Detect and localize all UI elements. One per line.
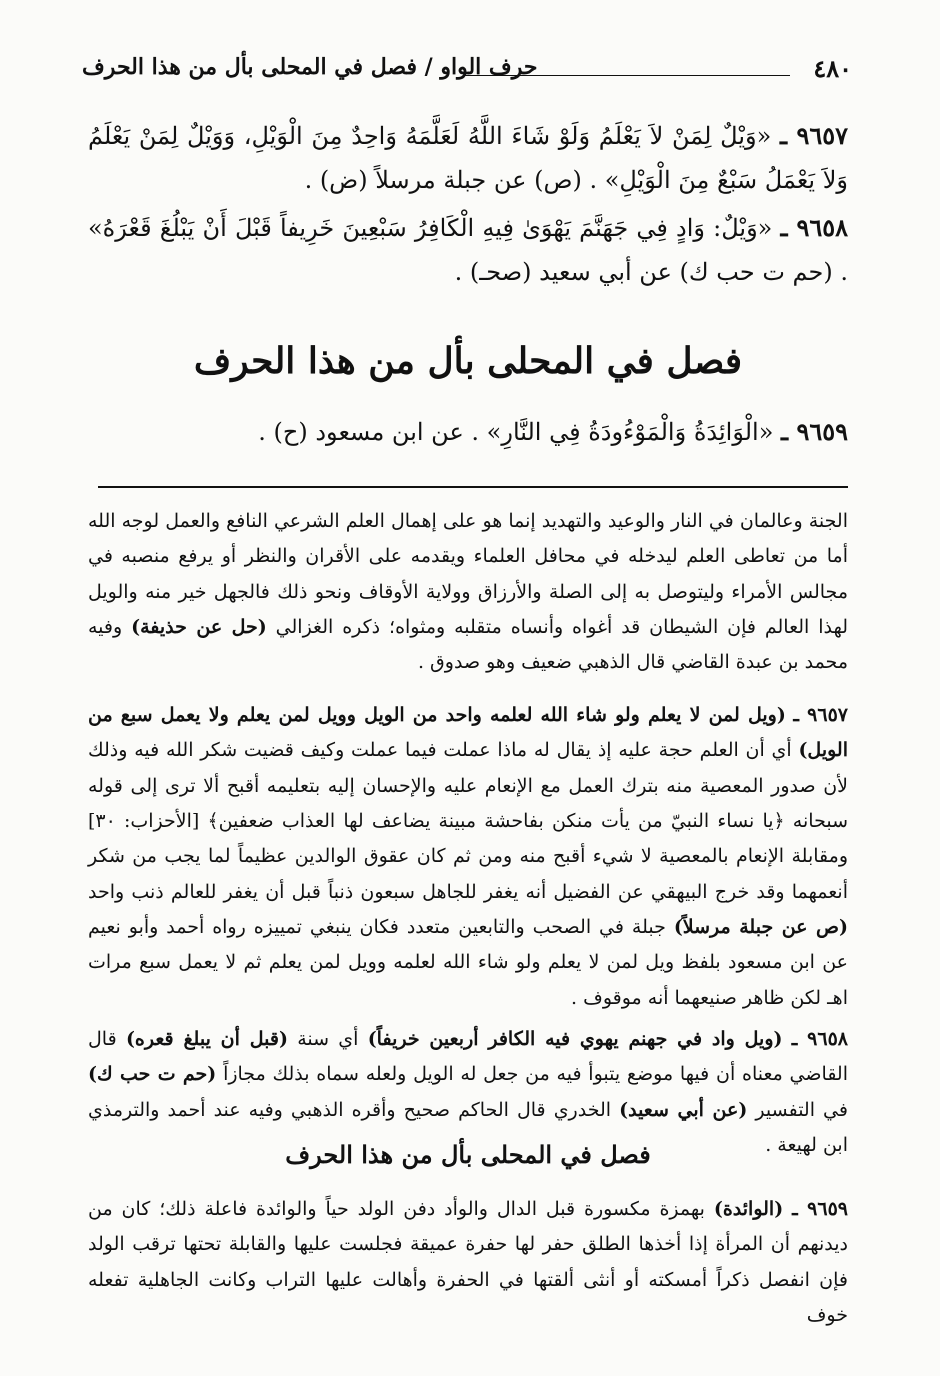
hadith-9657 <box>88 114 848 203</box>
hadith-9658 <box>88 206 848 295</box>
running-title: حرف الواو / فصل في المحلى بأل من هذا الحرف <box>82 54 538 80</box>
commentary-text: أي سنة <box>297 1028 359 1050</box>
hadith-number: ٩٦٥٨ ـ <box>780 213 849 242</box>
commentary-headword: (ويل واد في جهنم يهوي فيه الكافر أربعين خريفاً) <box>367 1028 783 1050</box>
hadith-number: ٩٦٥٩ ـ <box>781 417 848 446</box>
commentary-source: (حل عن حذيفة) <box>131 615 267 638</box>
commentary-headword: (قبل أن يبلغ قعره) <box>125 1028 288 1050</box>
commentary-paragraph-9657 <box>88 698 848 1016</box>
commentary-headword: (الوائدة) <box>713 1198 784 1220</box>
commentary-text: قال القاضي معناه أن فيها موضع يتبوأ فيه من جعل له الويل ولعله سماه بذلك مجازاً <box>88 1028 848 1086</box>
hadith-text: «وَيْلٌ: وَادٍ فِي جَهَنَّمَ يَهْوَىٰ فِيهِ الْكَافِرُ سَبْعِينَ خَرِيفاً قَبْلَ أَنْ يَبْلُغَ قَعْرَهُ» . <box>88 214 848 287</box>
commentary-text: الخدري قال الحاكم صحيح وأقره الذهبي وفيه عند أحمد والترمذي ابن لهيعة . <box>88 1098 848 1156</box>
commentary-paragraph-9659 <box>88 1192 848 1333</box>
commentary-text: وفيه محمد بن عبدة القاضي قال الذهبي ضعيف وهو صدوق . <box>88 615 848 674</box>
commentary-section-title: فصل في المحلى بأل من هذا الحرف <box>285 1140 651 1169</box>
commentary-source: (عن أبي سعيد) <box>619 1098 748 1121</box>
commentary-text: في التفسير <box>755 1098 848 1121</box>
commentary-paragraph-1 <box>88 504 848 681</box>
commentary-headword: (ويل لمن لا يعلم ولو شاء الله لعلمه واحد من الويل وويل لمن يعلم ولا يعمل سبع من الويل) <box>88 704 848 762</box>
commentary-text: جبلة في الصحب والتابعين متعدد فكان ينبغي تمييزه رواه أحمد وأبو نعيم عن ابن مسعود بلفظ ويل لمن لا يعلم ولو شاء الله لعلمه وويل لمن يعلم ثم لا يعمل سبع مرات اهـ لكن ظاهر صنيعهما أنه موقوف . <box>88 915 848 1009</box>
hadith-number: ٩٦٥٧ ـ <box>779 121 848 150</box>
section-title: فصل في المحلى بأل من هذا الحرف <box>193 340 743 382</box>
commentary-source: (حم ت حب ك) <box>88 1063 217 1086</box>
commentary-text: بهمزة مكسورة قبل الدال والوأد دفن الولد حياً والوائدة فاعلة ذلك؛ كان من ديدنهم أن المرأة إذا أخذها الطلق حفر لها حفرة عميقة فجلست عليها والقابلة تحتها ترقب الولد فإن انفصل ذكراً أمسكته أو أنثى ألقتها في الحفرة وأهالت عليها التراب وكانت الجاهلية تفعله خوف <box>88 1198 848 1326</box>
page-header <box>82 52 852 92</box>
hadith-9659 <box>88 410 848 454</box>
commentary-number: ٩٦٥٨ ـ <box>791 1028 848 1050</box>
hadith-source: (ص) عن جبلة مرسلاً (ض) . <box>304 166 582 195</box>
commentary-text: أي أن العلم حجة عليه إذ يقال له ماذا عملت فيما عملت وكيف قضيت شكر الله فيه وذلك لأن صدور المعصية منه بترك العمل مع الإنعام عليه والإحسان إليه بتعليمه أقبح ألا ترى إلى قوله سبحانه ﴿يا نساء النبيّ من يأت منكن بفاحشة مبينة يضاعف لها العذاب ضعفين﴾ [الأحزاب: ٣٠] ومقابلة الإنعام بالمعصية لا شيء أقبح منه ومن ثم كان عقوق الوالدين عظيماً لما يجب من شكر أنعمهما وقد خرج البيهقي عن الفضيل أنه يغفر للجاهل سبعون ذنباً قبل أن يغفر للعالم ذنب واحد <box>88 739 848 903</box>
commentary-source: (ص عن جبلة مرسلاً) <box>673 915 848 938</box>
page-number: ٤٨٠ <box>813 54 852 83</box>
commentary-number: ٩٦٥٧ ـ <box>793 704 848 726</box>
hadith-text: «وَيْلٌ لِمَنْ لاَ يَعْلَمُ وَلَوْ شَاءَ اللَّهُ لَعَلَّمَهُ وَاحِدٌ مِنَ الْوَيْلِ، وَوَيْلٌ لِمَنْ يَعْلَمُ وَلاَ يَعْمَلُ سَبْعٌ مِنَ الْوَيْلِ» . <box>88 122 848 195</box>
hadith-text: «الْوَائِدَةُ وَالْمَوْءُودَةُ فِي النَّارِ» . <box>471 418 774 446</box>
commentary-number: ٩٦٥٩ ـ <box>792 1198 848 1220</box>
commentary-text: الجنة وعالمان في النار والوعيد والتهديد إنما هو على إهمال العلم الشرعي النافع والعمل لوجه الله أما من تعاطى العلم ليدخله في محافل العلماء ويقدمه على الأقران والنظر أو يرفع منصبه في مجالس الأمراء وليتوصل به إلى الصلة والأرزاق وولاية الأوقاف ونحو ذلك فالجهل خير منه والويل لهذا العالم فإن الشيطان قد أغواه وأنساه متقلبه ومثواه؛ ذكره الغزالي <box>88 510 849 638</box>
footnote-divider <box>98 486 848 488</box>
hadith-source: عن ابن مسعود (ح) . <box>258 418 464 446</box>
hadith-source: (حم ت حب ك) عن أبي سعيد (صحـ) . <box>454 258 833 287</box>
